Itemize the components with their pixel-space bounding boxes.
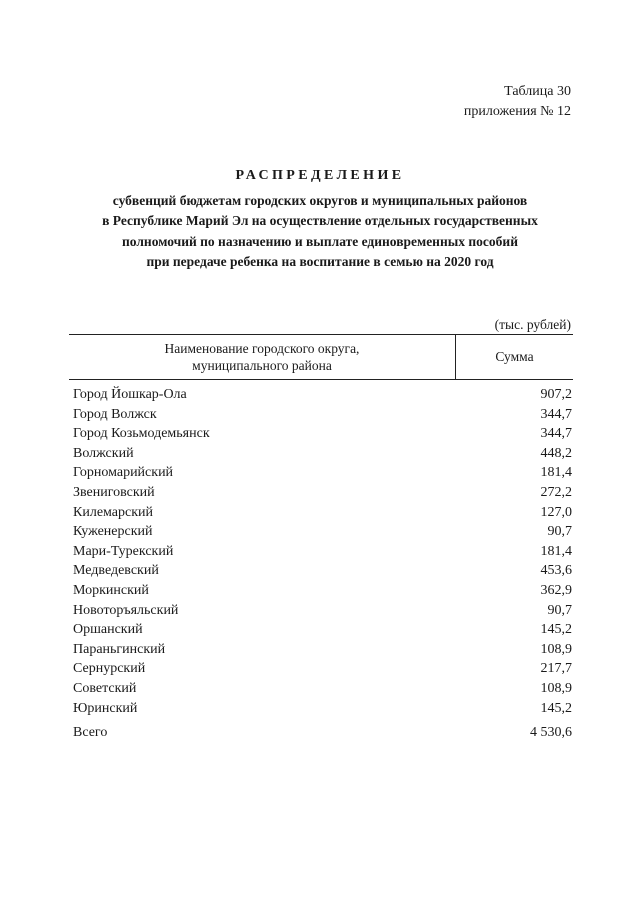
table-row [73, 620, 572, 640]
document-title: РАСПРЕДЕЛЕНИЕ [235, 168, 405, 183]
district-sum: 108,9 [540, 680, 572, 696]
district-sum: 90,7 [547, 602, 572, 618]
table-row [73, 444, 572, 464]
units-label: (тыс. рублей) [494, 317, 571, 332]
district-sum: 145,2 [540, 622, 572, 638]
district-sum: 181,4 [540, 465, 572, 481]
table-row [73, 679, 572, 699]
column-header-name-line: Наименование городского округа, [164, 341, 360, 356]
table-row [73, 659, 572, 679]
district-name: Куженерский [73, 524, 153, 540]
table-row [73, 561, 572, 581]
table-row [73, 424, 572, 444]
district-sum: 145,2 [540, 700, 572, 716]
district-sum: 90,7 [547, 524, 572, 540]
total-sum: 4 530,6 [530, 725, 572, 740]
district-sum: 907,2 [540, 387, 572, 402]
district-name: Горномарийский [73, 465, 174, 481]
table-row [73, 640, 572, 660]
district-sum: 108,9 [540, 641, 572, 657]
district-sum: 448,2 [540, 445, 572, 461]
district-name: Советский [73, 680, 137, 696]
document-subtitle [0, 191, 640, 272]
district-sum: 272,2 [540, 484, 572, 500]
table-row [73, 405, 572, 425]
district-name: Звениговский [73, 484, 155, 500]
subtitle-line: в Республике Марий Эл на осуществление отдельных государственных [102, 213, 538, 229]
subtitle-line: при передаче ребенка на воспитание в семью на 2020 год [146, 253, 494, 269]
district-name: Медведевский [73, 563, 159, 579]
appendix-number: приложения № 12 [463, 104, 571, 119]
total-label: Всего [73, 725, 108, 740]
district-name: Город Козьмодемьянск [73, 426, 210, 442]
district-name: Параньгинский [73, 641, 166, 657]
district-name: Город Йошкар-Ола [73, 387, 187, 402]
table-body [73, 385, 572, 718]
district-name: Оршанский [73, 622, 143, 638]
table-row [73, 601, 572, 621]
district-name: Волжский [73, 445, 134, 461]
column-header-sum: Сумма [495, 349, 534, 364]
table-number: Таблица 30 [504, 84, 571, 99]
table-total-row [73, 723, 572, 743]
table-row [73, 522, 572, 542]
district-sum: 127,0 [540, 504, 572, 520]
table-row [73, 581, 572, 601]
table-reference [464, 82, 571, 122]
table-header [69, 334, 573, 380]
table-row [73, 503, 572, 523]
district-sum: 453,6 [540, 563, 572, 579]
district-name: Мари-Турекский [73, 543, 174, 559]
district-sum: 217,7 [540, 661, 572, 677]
table-row [73, 483, 572, 503]
district-sum: 344,7 [540, 426, 572, 442]
district-sum: 362,9 [540, 582, 572, 598]
district-name: Килемарский [73, 504, 154, 520]
district-name: Юринский [73, 700, 138, 716]
district-name: Моркинский [73, 582, 149, 598]
district-name: Сернурский [73, 661, 146, 677]
table-row [73, 542, 572, 562]
district-name: Город Волжск [73, 406, 157, 422]
table-row [73, 463, 572, 483]
column-header-name [69, 335, 456, 379]
table-row [73, 699, 572, 719]
table-row [73, 385, 572, 405]
district-sum: 344,7 [540, 406, 572, 422]
subtitle-line: субвенций бюджетам городских округов и муниципальных районов [112, 193, 528, 208]
district-name: Новоторъяльский [73, 602, 179, 618]
district-sum: 181,4 [540, 543, 572, 559]
subtitle-line: полномочий по назначению и выплате единовременных пособий [122, 233, 518, 249]
column-header-name-line: муниципального района [192, 358, 332, 373]
